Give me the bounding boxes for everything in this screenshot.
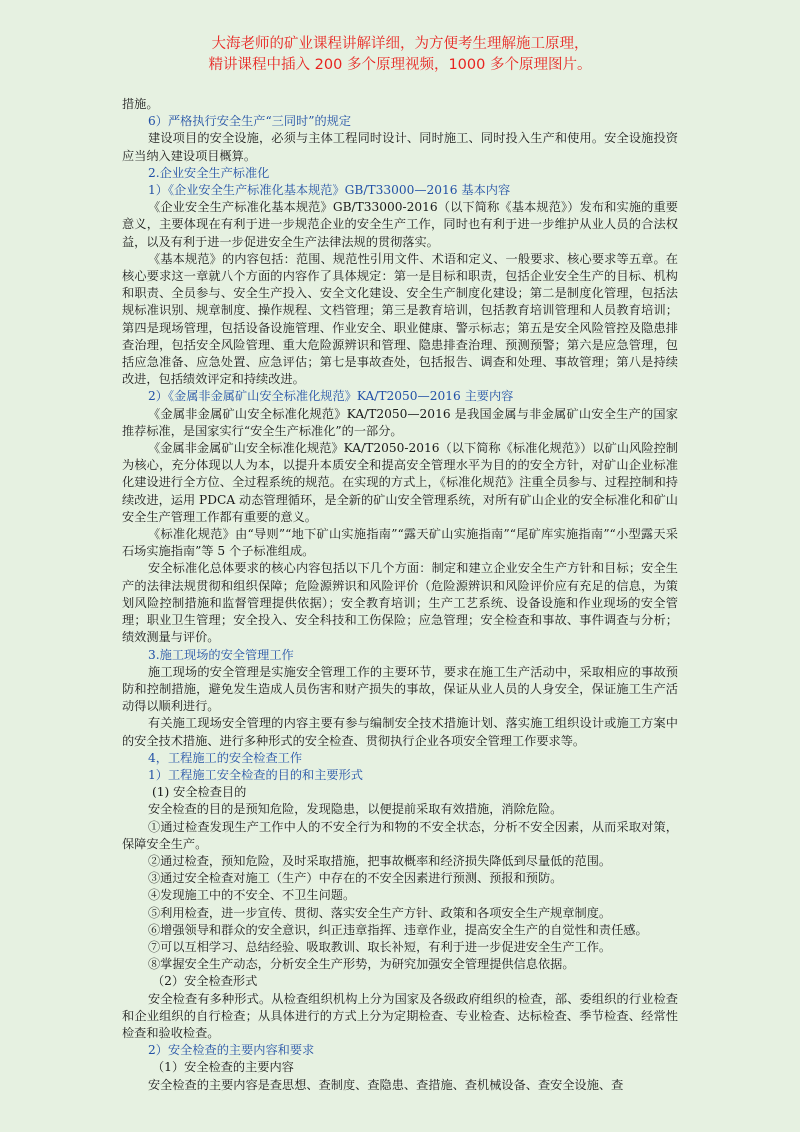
body-paragraph: 《标准化规范》由“导则”“地下矿山实施指南”“露天矿山实施指南”“尾矿库实施指南”“小型露天采石场实施指南”等 5 个子标准组成。 <box>122 527 678 559</box>
banner-line-1: 大海老师的矿业课程讲解详细，为方便考生理解施工原理， <box>211 36 589 52</box>
body-paragraph: ③通过安全检查对施工（生产）中存在的不安全因素进行预测、预报和预防。 <box>148 871 563 886</box>
body-paragraph: ②通过检查，预知危险，及时采取措施，把事故概率和经济损失降低到尽量低的范围。 <box>148 853 612 868</box>
body-paragraph: ①通过检查发现生产工作中人的不安全行为和物的不安全状态，分析不安全因素，从而采取对策，保障安全生产。 <box>122 819 678 851</box>
body-paragraph: ⑧掌握安全生产动态，分析安全生产形势，为研究加强安全管理提供信息依据。 <box>148 957 575 972</box>
body-paragraph: 安全检查的目的是预知危险，发现隐患，以便提前采取有效措施，消除危险。 <box>148 802 563 817</box>
promo-banner <box>0 34 800 76</box>
section-heading: 1）《企业安全生产标准化基本规范》GB/T33000—2016 基本内容 <box>148 183 511 198</box>
body-paragraph: 《金属非金属矿山安全标准化规范》KA/T2050—2016 是我国金属与非金属矿山安全生产的国家推荐标准，是国家实行“安全生产标准化”的一部分。 <box>122 406 678 438</box>
body-paragraph: 《基本规范》的内容包括：范围、规范性引用文件、术语和定义、一般要求、核心要求等五章。在核心要求这一章就八个方面的内容作了具体规定：第一是目标和职责，包括企业安全生产的目标、机构和职责、全员参与、安全生产投入、安全文化建设、安全生产制度化建设；第二是制度化管理，包括法规标准识别、规章制度、操作规程、文档管理；第三是教育培训，包括教育培训管理和人员教育培训；第四是现场管理，包括设备设施管理、作业安全、职业健康、警示标志；第五是安全风险管控及隐患排查治理，包括安全风险管理、重大危险源辨识和管理、隐患排查治理、预测预警；第六是应急管理，包括应急准备、应急处置、应急评估；第七是事故查处，包括报告、调查和处理、事故管理；第八是持续改进，包括绩效评定和持续改进。 <box>122 251 678 387</box>
banner-line-2: 精讲课程中插入 200 多个原理视频，1000 多个原理图片。 <box>208 57 592 73</box>
body-paragraph: ⑦可以互相学习、总结经验、吸取教训、取长补短，有利于进一步促进安全生产工作。 <box>148 939 612 954</box>
body-paragraph: 安全检查有多种形式。从检查组织机构上分为国家及各级政府组织的检查，部、委组织的行业检查和企业组织的自行检查；从具体进行的方式上分为定期检查、专业检查、达标检查、季节检查、经常性检查和验收检查。 <box>122 991 678 1040</box>
section-heading: 2.企业安全生产标准化 <box>148 165 270 180</box>
section-heading: 2）《金属非金属矿山安全标准化规范》KA/T2050—2016 主要内容 <box>148 389 514 404</box>
body-paragraph: ⑥增强领导和群众的安全意识，纠正违章指挥、违章作业，提高安全生产的自觉性和责任感。 <box>148 922 648 937</box>
subsection-heading: （2）安全检查形式 <box>152 974 258 989</box>
body-paragraph: 安全标准化总体要求的核心内容包括以下几个方面：制定和建立企业安全生产方针和目标；安全生产的法律法规贯彻和组织保障；危险源辨识和风险评价（危险源辨识和风险评价应有充足的信息，为策划风险控制措施和监督管理提供依据）；安全教育培训；生产工艺系统、设备设施和作业现场的安全管理；职业卫生管理；安全投入、安全科技和工伤保险；应急管理；安全检查和事故、事件调查与分析；绩效测量与评价。 <box>122 561 678 645</box>
subsection-heading: (1) 安全检查目的 <box>152 785 247 800</box>
document-body <box>122 96 678 1094</box>
section-heading: 3.施工现场的安全管理工作 <box>148 647 294 662</box>
body-paragraph: ④发现施工中的不安全、不卫生问题。 <box>148 888 356 903</box>
section-heading: 6）严格执行安全生产“三同时”的规定 <box>148 114 352 129</box>
body-paragraph: 施工现场的安全管理是实施安全管理工作的主要环节，要求在施工生产活动中，采取相应的事故预防和控制措施，避免发生造成人员伤害和财产损失的事故，保证从业人员的人身安全，保证施工生产活动得以顺利进行。 <box>122 664 678 714</box>
body-paragraph: 《企业安全生产标准化基本规范》GB/T33000-2016（以下简称《基本规范》）发布和实施的重要意义，主要体现在有利于进一步规范企业的安全生产工作，同时也有利于进一步维护从业人员的合法权益，以及有利于进一步促进安全生产法律法规的贯彻落实。 <box>122 200 678 249</box>
subsection-heading: （1）安全检查的主要内容 <box>152 1060 294 1075</box>
body-paragraph: 建设项目的安全设施，必须与主体工程同时设计、同时施工、同时投入生产和使用。安全设施投资应当纳入建设项目概算。 <box>122 131 678 163</box>
body-paragraph: 《金属非金属矿山安全标准化规范》KA/T2050-2016（以下简称《标准化规范》）以矿山风险控制为核心，充分体现以人为本，以提升本质安全和提高安全管理水平为目的的安全方针，对矿山企业标准化建设进行全方位、全过程系统的规范。在实现的方式上，《标准化规范》注重全员参与、过程控制和持续改进，运用 PDCA 动态管理循环，是全新的矿山安全管理系统，对所有矿山企业的安全标准化和矿山安全生产管理工作都有重要的意义。 <box>122 441 678 524</box>
section-heading: 1）工程施工安全检查的目的和主要形式 <box>148 767 363 782</box>
body-paragraph: 安全检查的主要内容是查思想、查制度、查隐患、查措施、查机械设备、查安全设施、查 <box>148 1077 624 1092</box>
section-heading: 4，工程施工的安全检查工作 <box>148 750 303 765</box>
body-paragraph: 措施。 <box>122 97 159 111</box>
section-heading: 2）安全检查的主要内容和要求 <box>148 1043 315 1058</box>
body-paragraph: ⑤利用检查，进一步宣传、贯彻、落实安全生产方针、政策和各项安全生产规章制度。 <box>148 905 612 920</box>
body-paragraph: 有关施工现场安全管理的内容主要有参与编制安全技术措施计划、落实施工组织设计或施工方案中的安全技术措施、进行多种形式的安全检查、贯彻执行企业各项安全管理工作要求等。 <box>122 716 678 748</box>
